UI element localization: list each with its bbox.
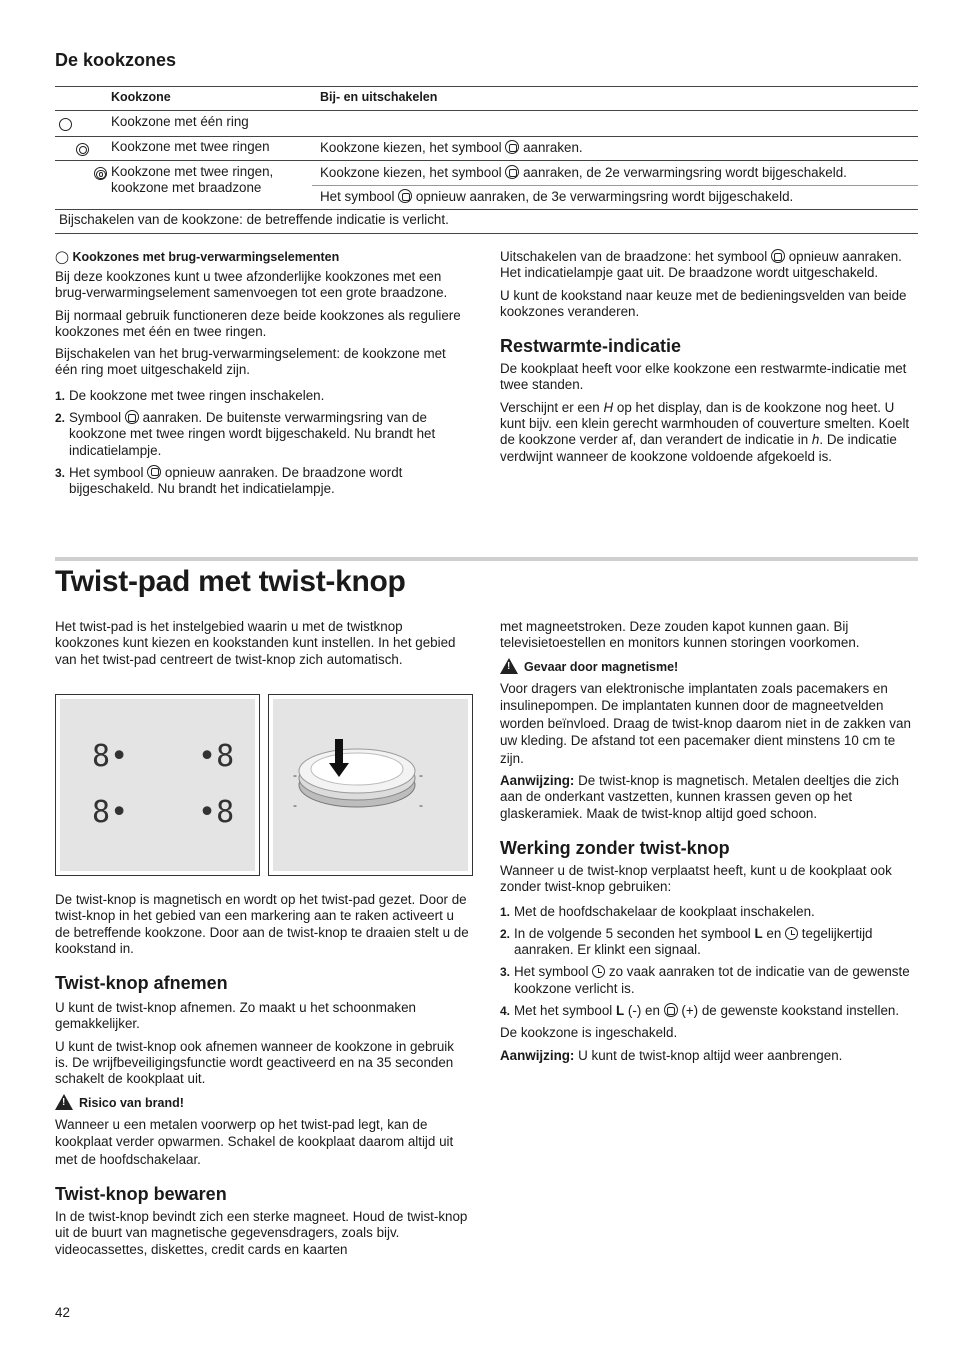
gevaar-title: Gevaar door magnetisme!: [524, 659, 679, 674]
digit: 8: [216, 795, 235, 830]
svg-text:-: -: [293, 798, 297, 812]
table-cell-text: aanraken, de 2e verwarmingsring wordt bijgeschakeld.: [523, 165, 847, 180]
table-header-switch: Bij- en uitschakelen: [320, 90, 438, 104]
paragraph: De twist-knop is magnetisch en wordt op het twist-pad gezet. Door de twist-knop in het gebied van een markering aan te raken activeert u de betreffende kookzone. Door aan de twist-knop te draaien stelt u de kookstand in.: [55, 892, 469, 956]
paragraph: [500, 400, 918, 465]
text: Uitschakelen van de braadzone: het symbool: [500, 249, 768, 264]
step-text: opnieuw aanraken. De braadzone wordt bijgeschakeld. Nu brandt het indicatielampje.: [69, 464, 403, 497]
step-text: Symbool: [69, 410, 122, 426]
step-text: Het symbool: [514, 964, 589, 980]
table-cell-text: Kookzone kiezen, het symbool: [320, 165, 502, 180]
paragraph: Bij normaal gebruik functioneren deze beide kookzones als reguliere kookzones met één en twee ringen.: [55, 307, 461, 339]
residual-heat-H-symbol: H: [603, 399, 614, 415]
risico-heading: [55, 1094, 470, 1110]
bridge-icon: ◯: [55, 250, 69, 264]
text: U kunt de twist-knop altijd weer aanbrengen.: [578, 1047, 843, 1063]
paragraph: [500, 1048, 918, 1064]
table-cell-text: aanraken.: [523, 140, 583, 155]
extend-zone-icon: [771, 249, 785, 263]
afnemen-title: Twist-knop afnemen: [55, 973, 228, 994]
svg-text:-: -: [419, 798, 423, 812]
step-text: Het symbool: [69, 464, 144, 480]
paragraph: Bij deze kookzones kunt u twee afzonderlijke kookzones met een brug-verwarmingselement samenvoegen tot een grote braadzone.: [55, 269, 448, 301]
table-subrule: [312, 185, 918, 186]
table-cell-text: Kookzone kiezen, het symbool: [320, 140, 502, 155]
step-item: [55, 410, 470, 459]
step-number: 1.: [500, 904, 511, 919]
table-rule: [55, 136, 918, 137]
text: Verschijnt er een: [500, 399, 600, 415]
step-number: 3.: [500, 965, 511, 980]
paragraph: Voor dragers van elektronische implantaten zoals pacemakers en insulinepompen. De implantaten kunnen door de magneetvelden worden beïnvloed. Draag de twist-knop daarom niet in de zakken van uw kleding. De afstand tot een pacemaker dient minstens 10 cm te zijn.: [500, 680, 911, 766]
paragraph: Wanneer u een metalen voorwerp op het twist-pad legt, kan de kookplaat verder opwarmen. Schakel de kookplaat daarom altijd uit met de hoofdschakelaar.: [55, 1116, 454, 1167]
step-number: 2.: [55, 411, 66, 426]
double-ring-icon: [76, 143, 89, 156]
risico-title: Risico van brand!: [79, 1095, 184, 1110]
brug-heading: [55, 249, 470, 264]
display-digit: •8: [198, 739, 235, 774]
section-title-kookzones: De kookzones: [55, 50, 177, 70]
digit: 8: [92, 739, 111, 774]
display-digit: •8: [198, 795, 235, 830]
gevaar-heading: [500, 658, 918, 674]
paragraph: Wanneer u de twist-knop verplaatst heeft, kunt u de kookplaat ook zonder twist-knop gebruiken:: [500, 862, 892, 895]
extend-zone-icon: [505, 165, 519, 179]
warning-icon: [55, 1094, 73, 1110]
brug-heading-text: Kookzones met brug-verwarmingselementen: [72, 250, 340, 264]
svg-text:-: -: [419, 768, 423, 782]
step-text: aanraken. De buitenste verwarmingsring van de kookzone met twee ringen wordt bijgeschakeld. Nu brandt het indicatielampje.: [69, 410, 436, 458]
paragraph: In de twist-knop bevindt zich een sterke magneet. Houd de twist-knop uit de buurt van magnetische gegevensdragers, zoals bijv. videocassettes, diskettes, credit cards en kaarten: [55, 1209, 468, 1257]
step-text: Met het symbool: [514, 1003, 613, 1019]
step-text: zo vaak aanraken tot de indicatie van de gewenste kookzone verlicht is.: [514, 964, 910, 996]
step-number: 4.: [500, 1004, 511, 1019]
section-divider: [55, 557, 918, 561]
twist-left-lower: [55, 892, 470, 1264]
residual-heat-h-symbol: h: [811, 432, 820, 448]
twist-section-title: Twist-pad met twist-knop: [55, 565, 406, 598]
table-cell-text: opnieuw aanraken, de 3e verwarmingsring wordt bijgeschakeld.: [415, 189, 794, 204]
brug-section: [55, 249, 470, 504]
step-text: tegelijkertijd aanraken. Er klinkt een signaal.: [514, 925, 873, 958]
paragraph: Bijschakelen van het brug-verwarmingselement: de kookzone met één ring moet uitgeschakeld zijn.: [55, 346, 446, 378]
page-number: 42: [55, 1305, 70, 1320]
table-header-zone: Kookzone: [111, 90, 171, 104]
warning-icon: [500, 658, 518, 674]
table-cell-zone: Kookzone met één ring: [111, 114, 249, 129]
step-text: (-) en: [627, 1003, 660, 1019]
table-rule: [55, 110, 918, 111]
text: . De indicatie verdwijnt wanneer de kookzone voldoende afgekoeld is.: [500, 432, 897, 464]
table-cell-text: Het symbool: [320, 189, 395, 204]
restwarmte-title: Restwarmte-indicatie: [500, 336, 682, 357]
figure-knob-panel: [268, 694, 473, 876]
step-item: [500, 964, 918, 997]
step-number: 2.: [500, 926, 511, 941]
table-cell-action: [320, 140, 583, 156]
svg-text:-: -: [293, 768, 297, 782]
step-text: en: [766, 925, 782, 941]
paragraph: De kookplaat heeft voor elke kookzone een restwarmte-indicatie met twee standen.: [500, 361, 907, 393]
display-digit: 8•: [92, 795, 129, 830]
table-top-rule: [55, 86, 918, 87]
extend-zone-icon: [125, 410, 139, 424]
extend-zone-icon: [398, 189, 412, 203]
step-item: [55, 465, 470, 498]
step-item: [500, 926, 918, 959]
triple-ring-icon: [94, 167, 107, 180]
digit: 8: [92, 795, 111, 830]
table-cell-action: [320, 189, 793, 205]
table-cell-zone: Kookzone met twee ringen: [111, 139, 270, 154]
table-bottom-rule: [55, 233, 918, 234]
single-ring-icon: [59, 118, 72, 131]
display-background: [60, 699, 255, 871]
extend-zone-icon: [147, 465, 161, 479]
knob-background: [273, 699, 468, 871]
figure-display-panel: [55, 694, 260, 876]
werking-title: Werking zonder twist-knop: [500, 837, 730, 858]
L-symbol: L: [615, 1003, 625, 1019]
step-item: [500, 1003, 918, 1019]
step-number: 3.: [55, 465, 66, 480]
bewaren-title: Twist-knop bewaren: [55, 1184, 227, 1205]
step-text: (+) de gewenste kookstand instellen.: [681, 1003, 900, 1019]
table-rule: [55, 160, 918, 161]
table-footer: Bijschakelen van de kookzone: de betreffende indicatie is verlicht.: [59, 212, 449, 227]
paragraph: met magneetstroken. Deze zouden kapot kunnen gaan. Bij televisietoestellen en monitors kunnen storingen voorkomen.: [500, 619, 860, 651]
paragraph: De kookzone is ingeschakeld.: [500, 1025, 678, 1041]
right-top-section: [500, 249, 918, 471]
timer-icon: [592, 965, 605, 978]
timer-icon: [785, 927, 798, 940]
extend-zone-icon: [505, 140, 519, 154]
display-digit: 8•: [92, 739, 129, 774]
digit: 8: [216, 739, 235, 774]
step-text: Met de hoofdschakelaar de kookplaat inschakelen.: [514, 903, 815, 919]
text: op het display, dan is de kookzone nog heet. U kunt bijv. een klein gerecht warmhouden of couverture smelten. Koelt de kookzone verder af, dan verandert de indicatie in: [500, 399, 910, 448]
paragraph: [500, 773, 918, 822]
paragraph: U kunt de twist-knop ook afnemen wanneer de kookzone in gebruik is. De wrijfbeveiligingsfunctie wordt geactiveerd en na 35 seconden schakelt de kookplaat uit.: [55, 1038, 454, 1087]
text: opnieuw aanraken. Het indicatielampje gaat uit. De braadzone wordt uitgeschakeld.: [500, 249, 902, 281]
note-label: Aanwijzing:: [500, 1047, 575, 1063]
text: De twist-knop is magnetisch. Metalen deeltjes die zich aan de onderkant vastzetten, kunnen krassen geven op het glaskeramiek. Maak de twist-knop altijd goed schoon.: [500, 773, 899, 821]
extend-zone-icon: [664, 1003, 678, 1017]
table-cell-zone: Kookzone met twee ringen, kookzone met braadzone: [111, 164, 274, 196]
step-text: De kookzone met twee ringen inschakelen.: [69, 387, 325, 403]
twist-knob-illustration: [273, 699, 468, 871]
paragraph: [500, 249, 918, 282]
step-number: 1.: [55, 388, 66, 403]
paragraph: U kunt de twist-knop afnemen. Zo maakt u het schoonmaken gemakkelijker.: [55, 1000, 416, 1032]
step-item: [55, 388, 470, 404]
step-text: In de volgende 5 seconden het symbool: [514, 925, 751, 941]
twist-right-column: [500, 619, 918, 1070]
L-symbol: L: [754, 925, 763, 941]
step-item: [500, 904, 918, 920]
paragraph: U kunt de kookstand naar keuze met de bedieningsvelden van beide kookzones veranderen.: [500, 287, 907, 319]
paragraph: Het twist-pad is het instelgebied waarin u met de twistknop kookzones kunt kiezen en kookstanden kunt instellen. In het gebied van het twist-pad centreert de twist-knop zich automatisch.: [55, 619, 456, 667]
note-label: Aanwijzing:: [500, 773, 575, 789]
twist-left-column: [55, 619, 470, 674]
table-rule: [55, 209, 918, 210]
table-cell-action: [320, 165, 847, 181]
